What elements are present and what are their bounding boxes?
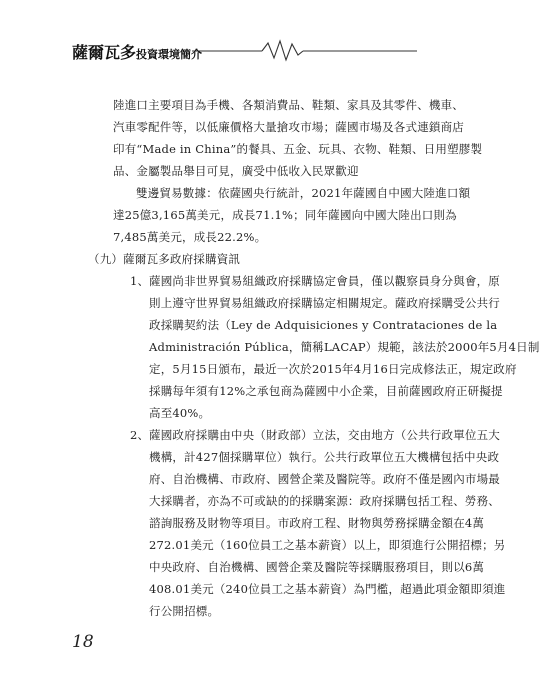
- list-item-number: 2、: [130, 428, 150, 442]
- list-item-line: 機構，計427個採購單位）執行。公共行政單位五大機構包括中央政: [149, 450, 500, 464]
- list-item-number: 1、: [130, 274, 150, 288]
- paragraph-line: 汽車零配件等，以低廉價格大量搶攻市場；薩國市場及各式連鎖商店: [113, 120, 464, 134]
- section-heading: （九）薩爾瓦多政府採購資訊: [88, 252, 241, 266]
- paragraph-line: 7,485萬美元，成長22.2%。: [113, 230, 267, 244]
- header-title-sub: 投資環境簡介: [136, 48, 203, 61]
- list-item-line: 則上遵守世界貿易組織政府採購協定相關規定。薩政府採購受公共行: [149, 296, 500, 310]
- list-item-line: 採購每年須有12%之承包商為薩國中小企業，目前薩國政府正研擬提: [149, 384, 503, 398]
- paragraph-line: 雙邊貿易數據：依薩國央行統計，2021年薩國自中國大陸進口額: [136, 186, 471, 200]
- list-item-line: 諮詢服務及財物等項目。市政府工程、財物與勞務採購金額在4萬: [149, 516, 485, 530]
- paragraph-line: 陸進口主要項目為手機、各類消費品、鞋類、家具及其零件、機車、: [113, 98, 464, 112]
- paragraph-line: 品、金屬製品舉目可見，廣受中低收入民眾歡迎: [113, 164, 359, 178]
- list-item-line: 高至40%。: [149, 406, 211, 420]
- paragraph-line: 印有“Made in China”的餐具、五金、玩具、衣物、鞋類、日用塑膠製: [113, 142, 483, 156]
- list-item-line: 中央政府、自治機構、國營企業及醫院等採購服務項目，則以6萬: [149, 560, 485, 574]
- list-item-line: 定，5月15日頒布，最近一次於2015年4月16日完成修法正，規定政府: [149, 362, 517, 376]
- list-item-line: 大採購者，亦為不可或缺的的採購案源：政府採購包括工程、勞務、: [149, 494, 500, 508]
- header-title: [72, 40, 202, 63]
- list-item-line: 府、自治機構、市政府、國營企業及醫院等。政府不僅是國內市場最: [149, 472, 500, 486]
- list-item-line: 行公開招標。: [149, 604, 220, 618]
- list-item-line: 272.01美元（160位員工之基本薪資）以上，即須進行公開招標；另: [149, 538, 506, 552]
- page-number: 18: [72, 632, 94, 652]
- list-item-line: 薩國尚非世界貿易組織政府採購協定會員，僅以觀察員身分與會，原: [149, 274, 500, 288]
- paragraph-line: 達25億3,165萬美元，成長71.1%；同年薩國向中國大陸出口則為: [113, 208, 457, 222]
- list-item-line: Administración Pública，簡稱LACAP）規範，該法於2000年5月4日制: [149, 340, 540, 354]
- list-item-line: 薩國政府採購由中央（財政部）立法，交由地方（公共行政單位五大: [149, 428, 500, 442]
- header-title-main: 薩爾瓦多: [72, 43, 137, 62]
- page-header: [72, 36, 417, 66]
- list-item-line: 408.01美元（240位員工之基本薪資）為門檻，超過此項金額即須進: [149, 582, 506, 596]
- list-item-line: 政採購契約法（Ley de Adquisiciones y Contrataciones de la: [149, 318, 498, 332]
